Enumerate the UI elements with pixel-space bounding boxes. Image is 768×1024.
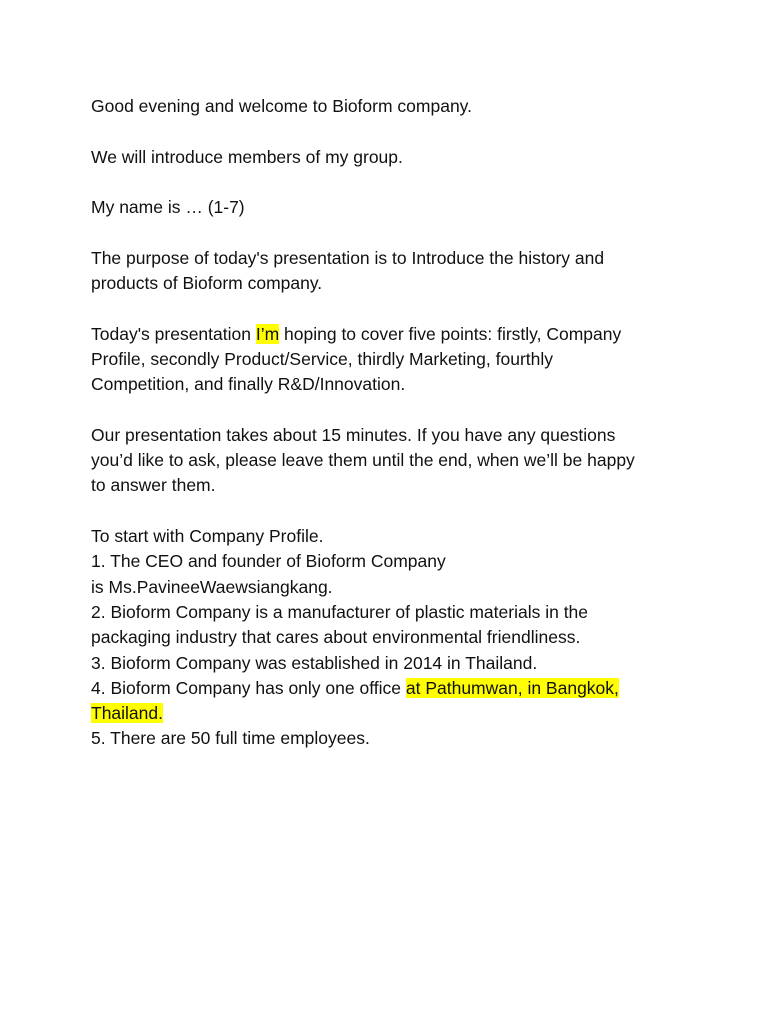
- profile-item-1-line-2: is Ms.PavineeWaewsiangkang.: [91, 576, 333, 597]
- points-line-1-end: hoping to cover five points: firstly, Company: [279, 323, 622, 344]
- profile-item-2-line-2: packaging industry that cares about environmental friendliness.: [91, 627, 581, 648]
- purpose-line-1: The purpose of today's presentation is to Introduce the history and: [91, 247, 605, 268]
- profile-item-4-line-1: [91, 676, 681, 701]
- profile-item-1-line-1: 1. The CEO and founder of Bioform Company: [91, 551, 446, 572]
- timing-paragraph: [91, 423, 681, 499]
- purpose-line-2: products of Bioform company.: [91, 273, 323, 294]
- profile-item-4-start: 4. Bioform Company has only one office: [91, 677, 406, 698]
- profile-item-5: 5. There are 50 full time employees.: [91, 728, 370, 749]
- points-paragraph: [91, 322, 681, 398]
- timing-line-2: you’d like to ask, please leave them until the end, when we’ll be happy: [91, 450, 635, 471]
- greeting-paragraph: [91, 94, 681, 119]
- profile-heading: To start with Company Profile.: [91, 526, 324, 547]
- document-body: [91, 94, 681, 752]
- points-line-1: [91, 322, 681, 347]
- profile-item-4-line-2: [91, 701, 681, 726]
- profile-item-3: 3. Bioform Company was established in 2014 in Thailand.: [91, 652, 538, 673]
- introduce-text: We will introduce members of my group.: [91, 146, 403, 167]
- points-line-3: Competition, and finally R&D/Innovation.: [91, 374, 406, 395]
- timing-line-1: Our presentation takes about 15 minutes. If you have any questions: [91, 424, 616, 445]
- purpose-paragraph: [91, 246, 681, 297]
- greeting-text: Good evening and welcome to Bioform company.: [91, 96, 472, 116]
- points-line-2: Profile, secondly Product/Service, thirdly Marketing, fourthly: [91, 348, 553, 369]
- company-profile-paragraph: [91, 524, 681, 752]
- introduce-paragraph: [91, 145, 681, 170]
- highlighted-text-location: at Pathumwan, in Bangkok,: [405, 677, 619, 698]
- profile-item-2-line-1: 2. Bioform Company is a manufacturer of plastic materials in the: [91, 601, 589, 622]
- my-name-paragraph: [91, 195, 681, 220]
- points-line-1-start: Today's presentation: [91, 323, 256, 344]
- highlighted-text-country: Thailand.: [91, 703, 163, 724]
- highlighted-text-im: I’m: [255, 323, 280, 344]
- my-name-text: My name is … (1-7): [91, 197, 245, 218]
- timing-line-3: to answer them.: [91, 475, 216, 496]
